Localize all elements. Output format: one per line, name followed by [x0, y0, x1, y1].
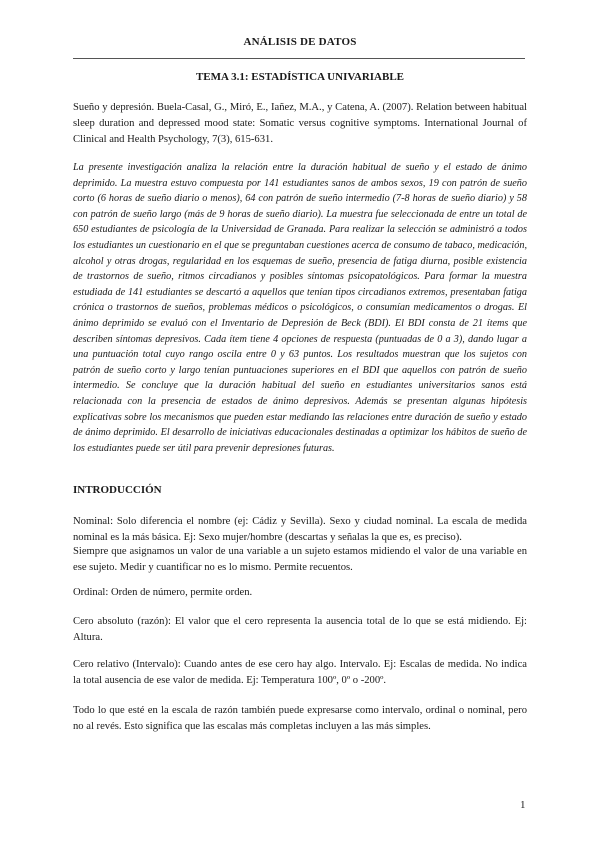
- citation-paragraph: Sueño y depresión. Buela-Casal, G., Miró, E., Iañez, M.A., y Catena, A. (2007). Relation between habitual sleep duration and depressed mood state: Somatic versus cognitive symptoms. International Journal of Clinical and Health Psychology, 7(3), 615-631.: [73, 102, 527, 145]
- section-heading: INTRODUCCIÓN: [73, 484, 162, 496]
- document-title: TEMA 3.1: ESTADÍSTICA UNIVARIABLE: [195, 71, 405, 83]
- page-number: 1: [520, 799, 526, 811]
- paragraph-interval: Cero relativo (Intervalo): Cuando antes de ese cero hay algo. Intervalo. Ej: Escalas de medida. No indica la total ausencia de ese valor de medida. Ej: Temperatura 100º, 0º o -200º.: [73, 659, 527, 686]
- header-divider: [73, 58, 525, 59]
- paragraph-scales-summary: Todo lo que esté en la escala de razón también puede expresarse como intervalo, ordinal o nominal, pero no al revés. Esto significa que las escalas más completas incluyen a las más simples.: [73, 705, 527, 732]
- abstract-paragraph: La presente investigación analiza la relación entre la duración habitual de sueño y el estado de ánimo deprimido. La muestra estuvo compuesta por 141 estudiantes sanos de ambos sexos, 19 con patrón de sueño corto (6 horas de sueño diario o menos), 64 con patrón de sueño intermedio (7-8 horas de sueño diario) y 58 con patrón de sueño largo (más de 9 horas de sueño diario). La muestra fue seleccionada de entre un total de 650 estudiantes de psicología de la Universidad de Granada. Para realizar la selección se administró a todos los estudiantes un cuestionario en el que se preguntaban cuestiones acerca de consumo de tabaco, medicación, alcohol y otras drogas, regularidad en los esquemas de sueño, presencia de fatiga diurna, posible existencia de trastornos de sueño, ritmos circadianos y posibles síntomas psicopatológicos. Para formar la muestra estudiada de 141 estudiantes se descartó a aquellos que tenían tipos circadianos extremos, presentaban fatiga crónica o trastornos de sueños, problemas médicos o psicológicos, o consumían medicamentos o drogas. El ánimo deprimido se evaluó con el Inventario de Depresión de Beck (BDI). El BDI consta de 21 ítems que describen síntomas depresivos. Cada ítem tiene 4 opciones de respuesta (puntuadas de 0 a 3), dando lugar a una puntuación total cuyo rango oscila entre 0 y 63 puntos. Los resultados muestran que los sujetos con patrón de sueño corto y largo tenían puntuaciones superiores en el BDI que aquellos con patrón de sueño intermedio. Se concluye que la duración habitual del sueño en estudiantes universitarios sanos está relacionada con la presencia de estados de ánimo depresivos. Además se presentan algunas hipótesis explicativas sobre los mecanismos que pueden estar mediando las relaciones entre duración de sueño y estado de ánimo deprimido. El desarrollo de iniciativas educacionales destinadas a optimizar los hábitos de sueño de los estudiantes puede ser útil para prevenir depresiones futuras.: [73, 162, 527, 454]
- paragraph-measurement: Siempre que asignamos un valor de una variable a un sujeto estamos midiendo el valor de una variable en ese sujeto. Medir y cuantificar no es lo mismo. Permite recuentos.: [73, 546, 527, 573]
- paragraph-ratio: Cero absoluto (razón): El valor que el cero representa la ausencia total de lo que se está midiendo. Ej: Altura.: [73, 616, 527, 643]
- paragraph-ordinal: Ordinal: Orden de número, permite orden.: [73, 587, 253, 598]
- paragraph-nominal: Nominal: Solo diferencia el nombre (ej: Cádiz y Sevilla). Sexo y ciudad nominal. La escala de medida nominal es la más básica. Ej: Sexo mujer/hombre (descartas y señalas la que es, es preciso).: [73, 516, 527, 543]
- running-header: ANÁLISIS DE DATOS: [243, 36, 357, 48]
